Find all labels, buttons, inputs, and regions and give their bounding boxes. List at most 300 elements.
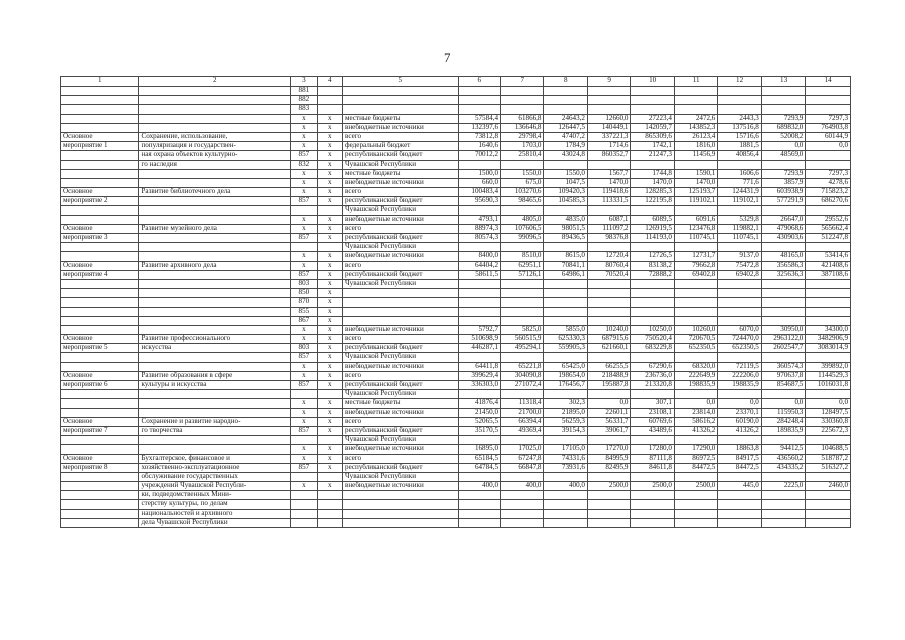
event-cell bbox=[61, 169, 139, 178]
value-cell bbox=[544, 289, 587, 298]
table-row bbox=[61, 500, 851, 509]
marker-cell bbox=[317, 390, 342, 399]
value-cell bbox=[458, 87, 500, 96]
header-cell: 13 bbox=[761, 77, 806, 87]
marker-cell: х bbox=[317, 325, 342, 334]
value-cell: 307,1 bbox=[631, 399, 674, 408]
table-row bbox=[61, 371, 851, 380]
code-cell bbox=[291, 472, 318, 481]
source-cell bbox=[343, 105, 459, 114]
value-cell: 225672,3 bbox=[806, 426, 851, 435]
value-cell bbox=[806, 436, 851, 445]
value-cell: 10260,0 bbox=[674, 325, 717, 334]
value-cell: 750520,4 bbox=[631, 335, 674, 344]
value-cell: 142059,7 bbox=[631, 123, 674, 132]
value-cell: 95690,3 bbox=[458, 197, 500, 206]
value-cell bbox=[631, 289, 674, 298]
value-cell bbox=[631, 436, 674, 445]
value-cell bbox=[674, 307, 717, 316]
event-name-cell: го творчества bbox=[139, 426, 291, 435]
marker-cell bbox=[317, 491, 342, 500]
value-cell: 143852,3 bbox=[674, 123, 717, 132]
value-cell: 52065,5 bbox=[458, 417, 500, 426]
value-cell: 84995,9 bbox=[587, 454, 630, 463]
value-cell bbox=[761, 206, 806, 215]
value-cell: 445,0 bbox=[718, 482, 761, 491]
source-cell: Чувашской Республики bbox=[343, 160, 459, 169]
value-cell: 1550,0 bbox=[544, 169, 587, 178]
event-cell: мероприятие 3 bbox=[61, 234, 139, 243]
value-cell: 123476,8 bbox=[674, 224, 717, 233]
event-name-cell: культуры и искусства bbox=[139, 381, 291, 390]
value-cell: 52008,2 bbox=[761, 132, 806, 141]
marker-cell: х bbox=[317, 151, 342, 160]
value-cell: 73812,8 bbox=[458, 132, 500, 141]
table-row bbox=[61, 445, 851, 454]
value-cell bbox=[501, 160, 544, 169]
table-row bbox=[61, 390, 851, 399]
value-cell: 1703,0 bbox=[501, 142, 544, 151]
value-cell: 516327,2 bbox=[806, 463, 851, 472]
value-cell: 5825,0 bbox=[501, 325, 544, 334]
value-cell: 2460,0 bbox=[806, 482, 851, 491]
value-cell bbox=[674, 353, 717, 362]
marker-cell: х bbox=[317, 169, 342, 178]
value-cell: 621660,1 bbox=[587, 344, 630, 353]
value-cell: 69402,8 bbox=[674, 270, 717, 279]
marker-cell: х bbox=[317, 445, 342, 454]
event-cell bbox=[61, 518, 139, 527]
value-cell bbox=[458, 491, 500, 500]
event-name-cell: Развитие библиотечного дела bbox=[139, 188, 291, 197]
code-cell: х bbox=[291, 399, 318, 408]
header-cell: 4 bbox=[317, 77, 342, 87]
code-cell: х bbox=[291, 169, 318, 178]
value-cell: 222206,0 bbox=[718, 371, 761, 380]
marker-cell: х bbox=[317, 289, 342, 298]
event-name-cell bbox=[139, 169, 291, 178]
value-cell: 100483,4 bbox=[458, 188, 500, 197]
marker-cell: х bbox=[317, 215, 342, 224]
value-cell: 399892,0 bbox=[806, 362, 851, 371]
event-name-cell bbox=[139, 105, 291, 114]
source-cell: Чувашской Республики bbox=[343, 353, 459, 362]
event-cell bbox=[61, 491, 139, 500]
value-cell: 400,0 bbox=[544, 482, 587, 491]
value-cell: 24643,2 bbox=[544, 114, 587, 123]
code-cell: 881 bbox=[291, 87, 318, 96]
value-cell: 64411,8 bbox=[458, 362, 500, 371]
value-cell bbox=[458, 509, 500, 518]
marker-cell: х bbox=[317, 426, 342, 435]
table-row bbox=[61, 105, 851, 114]
value-cell bbox=[806, 243, 851, 252]
value-cell bbox=[674, 316, 717, 325]
table-row bbox=[61, 224, 851, 233]
code-cell: 857 bbox=[291, 463, 318, 472]
source-cell bbox=[343, 491, 459, 500]
value-cell bbox=[761, 509, 806, 518]
value-cell: 7297,3 bbox=[806, 114, 851, 123]
source-cell: внебюджетные источники bbox=[343, 362, 459, 371]
code-cell: х bbox=[291, 178, 318, 187]
event-cell bbox=[61, 105, 139, 114]
value-cell bbox=[674, 105, 717, 114]
value-cell: 1590,1 bbox=[674, 169, 717, 178]
code-cell: 867 bbox=[291, 316, 318, 325]
value-cell: 2225,0 bbox=[761, 482, 806, 491]
value-cell bbox=[761, 307, 806, 316]
value-cell bbox=[718, 298, 761, 307]
value-cell bbox=[674, 472, 717, 481]
event-name-cell bbox=[139, 390, 291, 399]
value-cell bbox=[587, 96, 630, 105]
value-cell: 86972,5 bbox=[674, 454, 717, 463]
value-cell: 111097,2 bbox=[587, 224, 630, 233]
code-cell: х bbox=[291, 224, 318, 233]
marker-cell bbox=[317, 509, 342, 518]
value-cell: 110745,1 bbox=[718, 234, 761, 243]
value-cell: 12660,0 bbox=[587, 114, 630, 123]
event-name-cell: популяризация и государствен- bbox=[139, 142, 291, 151]
value-cell bbox=[501, 436, 544, 445]
value-cell: 104688,5 bbox=[806, 445, 851, 454]
event-cell: Основное bbox=[61, 132, 139, 141]
source-cell: всего bbox=[343, 224, 459, 233]
value-cell: 1470,0 bbox=[587, 178, 630, 187]
value-cell: 67247,8 bbox=[501, 454, 544, 463]
value-cell bbox=[544, 206, 587, 215]
table-row bbox=[61, 87, 851, 96]
value-cell bbox=[631, 509, 674, 518]
event-cell bbox=[61, 399, 139, 408]
value-cell: 360574,3 bbox=[761, 362, 806, 371]
marker-cell: х bbox=[317, 261, 342, 270]
value-cell bbox=[761, 472, 806, 481]
event-cell bbox=[61, 252, 139, 261]
value-cell bbox=[544, 243, 587, 252]
value-cell bbox=[587, 307, 630, 316]
value-cell bbox=[806, 472, 851, 481]
marker-cell bbox=[317, 500, 342, 509]
code-cell: х bbox=[291, 417, 318, 426]
value-cell bbox=[544, 509, 587, 518]
value-cell: 12720,4 bbox=[587, 252, 630, 261]
value-cell bbox=[761, 243, 806, 252]
value-cell: 18863,8 bbox=[718, 445, 761, 454]
event-cell: мероприятие 1 bbox=[61, 142, 139, 151]
value-cell bbox=[806, 316, 851, 325]
value-cell bbox=[631, 316, 674, 325]
value-cell: 29552,6 bbox=[806, 215, 851, 224]
value-cell: 15716,6 bbox=[718, 132, 761, 141]
code-cell: х bbox=[291, 445, 318, 454]
value-cell: 865309,6 bbox=[631, 132, 674, 141]
value-cell: 4278,6 bbox=[806, 178, 851, 187]
value-cell: 1881,5 bbox=[718, 142, 761, 151]
value-cell bbox=[718, 353, 761, 362]
value-cell: 136646,8 bbox=[501, 123, 544, 132]
value-cell bbox=[458, 289, 500, 298]
source-cell: всего bbox=[343, 371, 459, 380]
value-cell: 65425,0 bbox=[544, 362, 587, 371]
marker-cell bbox=[317, 105, 342, 114]
event-name-cell bbox=[139, 353, 291, 362]
value-cell: 84472,5 bbox=[718, 463, 761, 472]
value-cell bbox=[761, 87, 806, 96]
value-cell: 60769,6 bbox=[631, 417, 674, 426]
value-cell: 41326,2 bbox=[718, 426, 761, 435]
table-row bbox=[61, 417, 851, 426]
value-cell: 70841,1 bbox=[544, 261, 587, 270]
event-name-cell bbox=[139, 362, 291, 371]
value-cell: 16895,0 bbox=[458, 445, 500, 454]
value-cell: 119102,1 bbox=[718, 197, 761, 206]
value-cell: 1047,5 bbox=[544, 178, 587, 187]
table-row bbox=[61, 142, 851, 151]
value-cell bbox=[544, 160, 587, 169]
value-cell: 23814,0 bbox=[674, 408, 717, 417]
code-cell: х bbox=[291, 123, 318, 132]
value-cell bbox=[761, 353, 806, 362]
event-name-cell: стерству культуры, по делам bbox=[139, 500, 291, 509]
code-cell: х bbox=[291, 215, 318, 224]
marker-cell: х bbox=[317, 160, 342, 169]
event-cell bbox=[61, 408, 139, 417]
event-name-cell bbox=[139, 279, 291, 288]
value-cell: 21247,3 bbox=[631, 151, 674, 160]
header-cell: 3 bbox=[291, 77, 318, 87]
table-row bbox=[61, 215, 851, 224]
value-cell bbox=[501, 518, 544, 527]
marker-cell: х bbox=[317, 399, 342, 408]
value-cell: 126919,5 bbox=[631, 224, 674, 233]
event-cell bbox=[61, 362, 139, 371]
table-row bbox=[61, 197, 851, 206]
marker-cell: х bbox=[317, 307, 342, 316]
table-row bbox=[61, 270, 851, 279]
code-cell bbox=[291, 436, 318, 445]
value-cell: 62951,1 bbox=[501, 261, 544, 270]
value-cell bbox=[806, 500, 851, 509]
value-cell: 2500,0 bbox=[587, 482, 630, 491]
value-cell: 446287,1 bbox=[458, 344, 500, 353]
value-cell bbox=[587, 160, 630, 169]
value-cell bbox=[806, 105, 851, 114]
value-cell bbox=[718, 105, 761, 114]
value-cell: 103270,6 bbox=[501, 188, 544, 197]
code-cell bbox=[291, 509, 318, 518]
value-cell: 687915,6 bbox=[587, 335, 630, 344]
marker-cell bbox=[317, 436, 342, 445]
code-cell: х bbox=[291, 261, 318, 270]
event-name-cell bbox=[139, 243, 291, 252]
code-cell: 857 bbox=[291, 197, 318, 206]
value-cell: 30950,0 bbox=[761, 325, 806, 334]
value-cell bbox=[587, 500, 630, 509]
value-cell bbox=[587, 243, 630, 252]
code-cell bbox=[291, 243, 318, 252]
value-cell bbox=[458, 206, 500, 215]
value-cell: 675,0 bbox=[501, 178, 544, 187]
code-cell: х bbox=[291, 252, 318, 261]
marker-cell: х bbox=[317, 188, 342, 197]
value-cell: 715823,2 bbox=[806, 188, 851, 197]
code-cell: х bbox=[291, 454, 318, 463]
event-cell: мероприятие 5 bbox=[61, 344, 139, 353]
header-cell: 14 bbox=[806, 77, 851, 87]
value-cell bbox=[544, 105, 587, 114]
value-cell: 6070,0 bbox=[718, 325, 761, 334]
code-cell: 857 bbox=[291, 234, 318, 243]
value-cell bbox=[761, 279, 806, 288]
value-cell: 724470,0 bbox=[718, 335, 761, 344]
source-cell bbox=[343, 509, 459, 518]
value-cell: 132397,6 bbox=[458, 123, 500, 132]
event-cell bbox=[61, 390, 139, 399]
code-cell: х bbox=[291, 132, 318, 141]
value-cell: 80760,4 bbox=[587, 261, 630, 270]
table-row bbox=[61, 426, 851, 435]
value-cell: 3482906,9 bbox=[806, 335, 851, 344]
value-cell bbox=[631, 353, 674, 362]
event-name-cell bbox=[139, 325, 291, 334]
value-cell: 222649,9 bbox=[674, 371, 717, 380]
value-cell: 198835,9 bbox=[674, 381, 717, 390]
marker-cell bbox=[317, 87, 342, 96]
source-cell: республиканский бюджет bbox=[343, 270, 459, 279]
event-name-cell bbox=[139, 316, 291, 325]
value-cell: 83138,2 bbox=[631, 261, 674, 270]
value-cell bbox=[587, 279, 630, 288]
value-cell: 1016031,8 bbox=[806, 381, 851, 390]
code-cell: 857 bbox=[291, 426, 318, 435]
event-name-cell bbox=[139, 234, 291, 243]
marker-cell bbox=[317, 96, 342, 105]
value-cell bbox=[674, 390, 717, 399]
value-cell: 41326,2 bbox=[674, 426, 717, 435]
value-cell: 302,3 bbox=[544, 399, 587, 408]
value-cell: 98376,8 bbox=[587, 234, 630, 243]
value-cell: 70012,2 bbox=[458, 151, 500, 160]
value-cell: 559905,3 bbox=[544, 344, 587, 353]
table-row bbox=[61, 114, 851, 123]
value-cell bbox=[718, 500, 761, 509]
value-cell bbox=[761, 491, 806, 500]
value-cell: 1816,0 bbox=[674, 142, 717, 151]
value-cell: 970637,8 bbox=[761, 371, 806, 380]
value-cell: 336303,0 bbox=[458, 381, 500, 390]
value-cell: 21450,0 bbox=[458, 408, 500, 417]
value-cell: 104585,3 bbox=[544, 197, 587, 206]
source-cell: республиканский бюджет bbox=[343, 151, 459, 160]
table-row bbox=[61, 399, 851, 408]
source-cell bbox=[343, 316, 459, 325]
value-cell: 140449,1 bbox=[587, 123, 630, 132]
value-cell bbox=[458, 96, 500, 105]
event-name-cell: Сохранение и развитие народно- bbox=[139, 417, 291, 426]
code-cell: 870 bbox=[291, 298, 318, 307]
value-cell bbox=[718, 472, 761, 481]
budget-table bbox=[60, 76, 851, 528]
marker-cell bbox=[317, 243, 342, 252]
event-cell bbox=[61, 151, 139, 160]
table-row bbox=[61, 96, 851, 105]
code-cell: х bbox=[291, 408, 318, 417]
marker-cell: х bbox=[317, 335, 342, 344]
value-cell bbox=[674, 243, 717, 252]
value-cell bbox=[544, 518, 587, 527]
table-row bbox=[61, 178, 851, 187]
code-cell: 803 bbox=[291, 344, 318, 353]
value-cell: 73931,6 bbox=[544, 463, 587, 472]
marker-cell: х bbox=[317, 454, 342, 463]
source-cell: внебюджетные источники bbox=[343, 123, 459, 132]
value-cell: 1606,6 bbox=[718, 169, 761, 178]
event-cell bbox=[61, 160, 139, 169]
marker-cell: х bbox=[317, 224, 342, 233]
value-cell bbox=[718, 96, 761, 105]
value-cell: 689832,0 bbox=[761, 123, 806, 132]
value-cell bbox=[501, 289, 544, 298]
event-cell bbox=[61, 114, 139, 123]
value-cell: 565662,4 bbox=[806, 224, 851, 233]
value-cell bbox=[544, 500, 587, 509]
value-cell: 213320,8 bbox=[631, 381, 674, 390]
event-cell bbox=[61, 279, 139, 288]
value-cell bbox=[806, 509, 851, 518]
marker-cell: х bbox=[317, 298, 342, 307]
code-cell: 883 bbox=[291, 105, 318, 114]
source-cell: республиканский бюджет bbox=[343, 381, 459, 390]
value-cell bbox=[806, 151, 851, 160]
event-cell bbox=[61, 298, 139, 307]
value-cell bbox=[718, 307, 761, 316]
table-row bbox=[61, 362, 851, 371]
value-cell: 860352,7 bbox=[587, 151, 630, 160]
table-row bbox=[61, 463, 851, 472]
table-row bbox=[61, 335, 851, 344]
header-cell: 6 bbox=[458, 77, 500, 87]
value-cell: 8510,0 bbox=[501, 252, 544, 261]
event-cell bbox=[61, 215, 139, 224]
source-cell: всего bbox=[343, 335, 459, 344]
value-cell: 66394,4 bbox=[501, 417, 544, 426]
value-cell: 512247,8 bbox=[806, 234, 851, 243]
value-cell bbox=[544, 279, 587, 288]
value-cell bbox=[458, 390, 500, 399]
code-cell bbox=[291, 206, 318, 215]
value-cell: 434335,2 bbox=[761, 463, 806, 472]
header-cell: 5 bbox=[343, 77, 459, 87]
value-cell: 122195,8 bbox=[631, 197, 674, 206]
marker-cell: х bbox=[317, 197, 342, 206]
marker-cell: х bbox=[317, 417, 342, 426]
value-cell bbox=[674, 289, 717, 298]
code-cell: х bbox=[291, 142, 318, 151]
code-cell: х bbox=[291, 114, 318, 123]
value-cell: 518787,2 bbox=[806, 454, 851, 463]
value-cell bbox=[806, 160, 851, 169]
marker-cell: х bbox=[317, 234, 342, 243]
event-cell: Основное bbox=[61, 188, 139, 197]
value-cell: 98051,5 bbox=[544, 224, 587, 233]
event-cell: Основное bbox=[61, 261, 139, 270]
value-cell: 11318,4 bbox=[501, 399, 544, 408]
event-name-cell: Бухгалтерское, финансовое и bbox=[139, 454, 291, 463]
event-name-cell: искусства bbox=[139, 344, 291, 353]
value-cell: 7297,3 bbox=[806, 169, 851, 178]
